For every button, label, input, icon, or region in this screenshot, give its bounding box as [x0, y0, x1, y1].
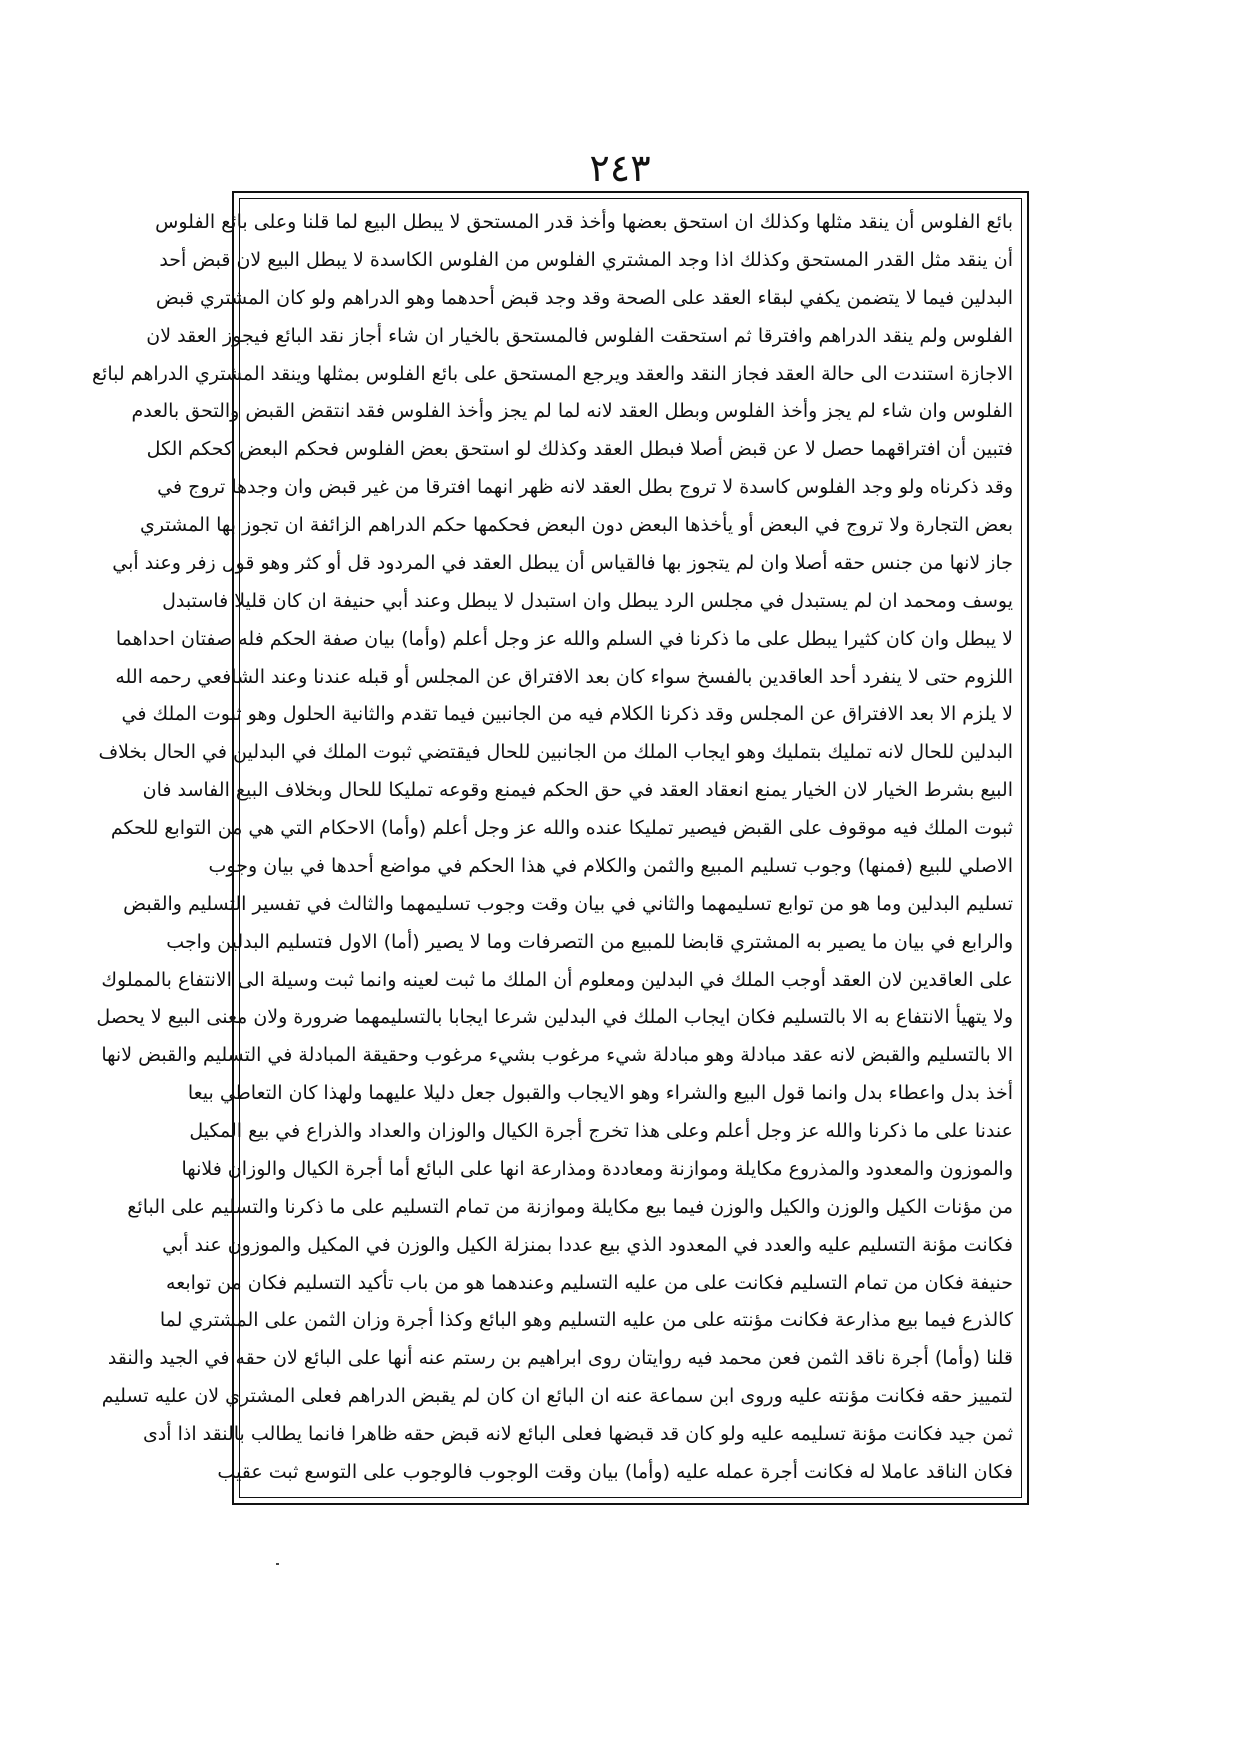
text-line: وقد ذكرناه ولو وجد الفلوس كاسدة لا تروج بطل العقد لانه ظهر انهما افترقا من غير قبض وان وجدها تروج في — [157, 476, 1013, 499]
text-line: البدلين للحال لانه تمليك بتمليك وهو ايجاب الملك من الجانبين للحال فيقتضي ثبوت الملك في البدلين في الحال بخلاف — [98, 741, 1013, 764]
text-line: ثمن جيد فكانت مؤنة تسليمه عليه ولو كان قد قبضها فعلى البائع لانه قبض حقه ظاهرا فانما يطالب بالنقد اذا أدى — [142, 1423, 1013, 1445]
text-line: حنيفة فكان من تمام التسليم فكانت على من عليه التسليم وعندهما هو من باب تأكيد التسليم فكان من توابعه — [166, 1271, 1013, 1294]
text-line: الفلوس وان شاء لم يجز وأخذ الفلوس وبطل العقد لانه لما لم يجز وأخذ الفلوس فقد انتقض القبض والتحق بالعدم — [131, 400, 1013, 423]
scan-dot-mark — [276, 1563, 279, 1565]
text-line: تسليم البدلين وما هو من توابع تسليمهما والثاني في بيان وقت وجوب تسليمهما والثالث في تفسير التسليم والقبض — [123, 892, 1013, 915]
text-line: لا يلزم الا بعد الافتراق عن المجلس وقد ذكرنا الكلام فيه من الجانبين فيما تقدم والثانية الحلول وهو ثبوت الملك في — [121, 703, 1013, 726]
text-line: الاصلي للبيع (فمنها) وجوب تسليم المبيع والثمن والكلام في هذا الحكم في مواضع أحدها في بيان وجوب — [208, 854, 1013, 877]
text-line: فكان الناقد عاملا له فكانت أجرة عمله عليه (وأما) بيان وقت الوجوب فالوجوب على التوسع ثبت عقيب — [217, 1460, 1013, 1483]
text-line: ثبوت الملك فيه موقوف على القبض فيصير تمليكا عنده والله عز وجل أعلم (وأما) الاحكام التي هي من التوابع للحكم — [110, 817, 1013, 839]
text-line: بائع الفلوس أن ينقد مثلها وكذلك ان استحق بعضها وأخذ قدر المستحق لا يبطل البيع لما قلنا وعلى بائع الفلوس — [155, 211, 1013, 233]
text-line: أن ينقد مثل القدر المستحق وكذلك اذا وجد المشتري الفلوس من الفلوس الكاسدة لا يبطل البيع لان قبض أحد — [159, 248, 1013, 271]
text-line: البدلين فيما لا يتضمن يكفي لبقاء العقد على الصحة وقد وجد قبض أحدهما وهو الدراهم ولو كان المشتري قبض — [155, 286, 1013, 309]
text-line: لتمييز حقه فكانت مؤنته عليه وروى ابن سماعة عنه ان البائع ان كان لم يقبض الدراهم فعلى المشتري لان عليه تسليم — [101, 1385, 1013, 1408]
page-number: ٢٤٣ — [589, 146, 651, 190]
text-line: والرابع في بيان ما يصير به المشتري قابضا للمبيع من التصرفات وما لا يصير (أما) الاول فتسليم البدلين واجب — [166, 930, 1013, 953]
text-line: على العاقدين لان العقد أوجب الملك في البدلين ومعلوم أن الملك ما ثبت لعينه وانما ثبت وسيلة الى الانتفاع بالمملوك — [101, 968, 1013, 991]
text-line: لا يبطل وان كان كثيرا يبطل على ما ذكرنا في السلم والله عز وجل أعلم (وأما) بيان صفة الحكم فله صفتان احداهما — [115, 627, 1013, 650]
text-line: البيع بشرط الخيار لان الخيار يمنع انعقاد العقد في حق الحكم فيمنع وقوعه تمليكا للحال وبخلاف البيع الفاسد فان — [142, 779, 1013, 802]
text-line: قلنا (وأما) أجرة ناقد الثمن فعن محمد فيه روايتان روى ابراهيم بن رستم عنه أنها على البائع لان حقه في الجيد والنقد — [107, 1347, 1013, 1370]
text-line: جاز لانها من جنس حقه أصلا وان لم يتجوز بها فالقياس أن يبطل العقد في المردود قل أو كثر وهو قول زفر وعند أبي — [112, 551, 1013, 574]
text-line: اللزوم حتى لا ينفرد أحد العاقدين بالفسخ سواء كان بعد الافتراق عن المجلس أو قبله عندنا وعند الشافعي رحمه الله — [115, 665, 1013, 688]
text-line: أخذ بدل واعطاء بدل وانما قول البيع والشراء وهو الايجاب والقبول جعل دليلا عليهما ولهذا كان التعاطي بيعا — [187, 1082, 1013, 1105]
text-line: فكانت مؤنة التسليم عليه والعدد في المعدود الذي بيع عددا بمنزلة الكيل والوزن في المكيل والموزون عند أبي — [162, 1233, 1013, 1256]
text-line: الفلوس ولم ينقد الدراهم وافترقا ثم استحقت الفلوس فالمستحق بالخيار ان شاء أجاز نقد البائع فيجوز العقد لان — [146, 324, 1013, 347]
text-line: من مؤنات الكيل والوزن والكيل والوزن فيما بيع مكايلة وموازنة من تمام التسليم على ما ذكرنا والتسليم على البائع — [127, 1195, 1013, 1218]
text-line: عندنا على ما ذكرنا والله عز وجل أعلم وعلى هذا تخرج أجرة الكيال والوزان والعداد والذراع في بيع المكيل — [189, 1120, 1013, 1142]
text-line: بعض التجارة ولا تروج في البعض أو يأخذها البعض دون البعض فحكمها حكم الدراهم الزائفة ان تجوز بها المشتري — [140, 514, 1013, 536]
main-text-block — [91, 205, 1013, 1489]
text-line: فتبين أن افتراقهما حصل لا عن قبض أصلا فبطل العقد وكذلك لو استحق بعض الفلوس فحكم البعض كحكم الكل — [146, 438, 1013, 461]
text-line: الاجازة استندت الى حالة العقد فجاز النقد والعقد ويرجع المستحق على بائع الفلوس بمثلها وينقد المشتري الدراهم لبائع — [91, 362, 1013, 385]
text-line: الا بالتسليم والقبض لانه عقد مبادلة وهو مبادلة شيء مرغوب بشيء مرغوب وحقيقة المبادلة في التسليم والقبض لانها — [101, 1044, 1013, 1067]
text-line: كالذرع فيما بيع مذارعة فكانت مؤنته على من عليه التسليم وهو البائع وكذا أجرة وزان الثمن على المشتري لما — [159, 1309, 1013, 1332]
text-line: والموزون والمعدود والمذروع مكايلة وموازنة ومعاددة ومذارعة انها على البائع أما أجرة الكيال والوزان فلانها — [181, 1157, 1013, 1180]
text-line: ولا يتهيأ الانتفاع به الا بالتسليم فكان ايجاب الملك في البدلين شرعا ايجابا بالتسليمهما ضرورة ولان معنى البيع لا يحصل — [96, 1006, 1013, 1029]
text-line: يوسف ومحمد ان لم يستبدل في مجلس الرد يبطل وان استبدل لا يبطل وعند أبي حنيفة ان كان قليلا فاستبدل — [162, 589, 1013, 612]
